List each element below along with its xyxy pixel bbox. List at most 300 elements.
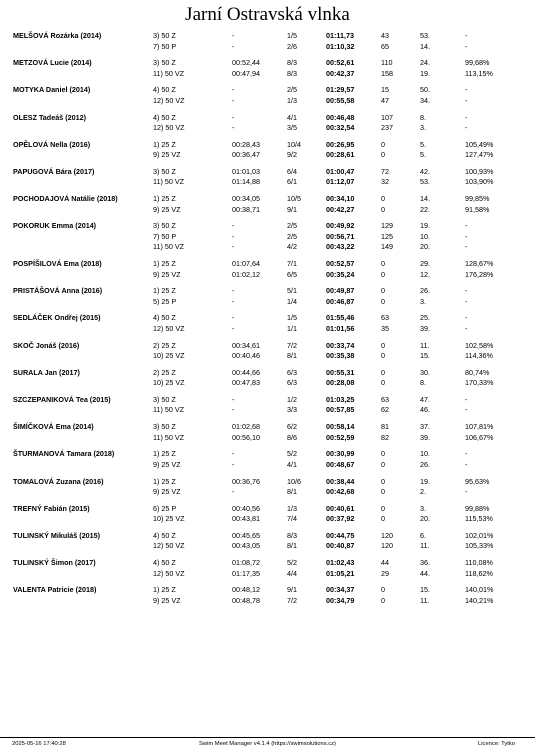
split-time: 01:14,88 <box>232 177 260 187</box>
result-row <box>0 558 535 569</box>
result-row <box>0 313 535 324</box>
result-row <box>0 297 535 308</box>
heat-lane: 6/4 <box>287 166 297 176</box>
points: 72 <box>381 166 389 176</box>
race-label: 10) 25 VZ <box>153 378 185 388</box>
points: 82 <box>381 432 389 442</box>
final-time: 00:56,71 <box>326 231 355 241</box>
race-label: 1) 25 Z <box>153 585 176 595</box>
result-row <box>0 259 535 270</box>
place: 19. <box>420 476 430 486</box>
athlete-block <box>0 422 535 443</box>
place: 15. <box>420 585 430 595</box>
result-row <box>0 58 535 69</box>
final-time: 01:12,07 <box>326 177 355 187</box>
result-row <box>0 351 535 362</box>
place: 15. <box>420 351 430 361</box>
athlete-name: PAPUGOVÁ Bára (2017) <box>13 166 95 176</box>
race-label: 3) 50 Z <box>153 58 176 68</box>
heat-lane: 3/3 <box>287 405 297 415</box>
heat-lane: 1/2 <box>287 394 297 404</box>
result-row <box>0 31 535 42</box>
race-label: 4) 50 Z <box>153 313 176 323</box>
percentage: 103,90% <box>465 177 494 187</box>
place: 5. <box>420 150 426 160</box>
percentage: - <box>465 405 468 415</box>
final-time: 00:34,37 <box>326 585 355 595</box>
split-time: 01:08,72 <box>232 558 260 568</box>
percentage: - <box>465 394 468 404</box>
final-time: 00:57,85 <box>326 405 355 415</box>
race-label: 3) 50 Z <box>153 422 176 432</box>
race-label: 11) 50 VZ <box>153 68 185 78</box>
final-time: 00:35,38 <box>326 351 355 361</box>
result-row <box>0 433 535 444</box>
race-label: 2) 25 Z <box>153 340 176 350</box>
place: 10. <box>420 231 430 241</box>
heat-lane: 8/3 <box>287 68 297 78</box>
split-time: 00:56,10 <box>232 432 260 442</box>
place: 3. <box>420 123 426 133</box>
race-label: 5) 25 P <box>153 296 177 306</box>
final-time: 00:42,37 <box>326 68 355 78</box>
heat-lane: 1/3 <box>287 95 297 105</box>
points: 149 <box>381 242 393 252</box>
result-row <box>0 324 535 335</box>
final-time: 01:11,73 <box>326 31 354 40</box>
percentage: - <box>465 31 468 40</box>
points: 0 <box>381 259 385 268</box>
points: 0 <box>381 585 385 595</box>
split-time: - <box>232 112 235 122</box>
athlete-block <box>0 341 535 362</box>
points: 0 <box>381 286 385 296</box>
final-time: 00:52,59 <box>326 432 355 442</box>
heat-lane: 1/5 <box>287 31 297 40</box>
athlete-name: SEDLÁČEK Ondřej (2015) <box>13 313 101 323</box>
heat-lane: 4/1 <box>287 112 297 122</box>
place: 11. <box>420 541 430 551</box>
result-row <box>0 477 535 488</box>
final-time: 00:28,08 <box>326 378 355 388</box>
place: 12. <box>420 269 430 279</box>
race-label: 10) 25 VZ <box>153 351 185 361</box>
split-time: 00:40,56 <box>232 503 260 513</box>
percentage: - <box>465 242 468 252</box>
athlete-name: MOTYKA Daniel (2014) <box>13 85 91 95</box>
athlete-block <box>0 585 535 606</box>
race-label: 9) 25 VZ <box>153 269 181 279</box>
points: 0 <box>381 351 385 361</box>
final-time: 00:28,61 <box>326 150 355 160</box>
percentage: - <box>465 313 468 323</box>
place: 46. <box>420 405 430 415</box>
final-time: 00:38,44 <box>326 476 355 486</box>
page-title: Jarní Ostravská vlnka <box>185 4 350 25</box>
points: 0 <box>381 204 385 214</box>
result-row <box>0 140 535 151</box>
results-list <box>0 31 535 612</box>
percentage: - <box>465 95 468 105</box>
heat-lane: 6/3 <box>287 367 297 377</box>
percentage: 105,33% <box>465 541 494 551</box>
split-time: 00:40,46 <box>232 351 260 361</box>
place: 8. <box>420 112 426 122</box>
percentage: 114,36% <box>465 351 493 361</box>
place: 44. <box>420 568 430 578</box>
final-time: 00:26,95 <box>326 139 355 149</box>
points: 0 <box>381 514 385 524</box>
split-time: - <box>232 459 235 469</box>
place: 19. <box>420 221 430 231</box>
points: 29 <box>381 568 389 578</box>
heat-lane: 9/1 <box>287 585 297 595</box>
place: 3. <box>420 503 426 513</box>
heat-lane: 8/3 <box>287 530 297 540</box>
points: 0 <box>381 340 385 350</box>
split-time: 00:45,65 <box>232 530 260 540</box>
split-time: 01:01,03 <box>232 166 260 176</box>
final-time: 00:52,61 <box>326 58 355 68</box>
race-label: 4) 50 Z <box>153 112 176 122</box>
place: 24. <box>420 58 430 68</box>
points: 120 <box>381 541 393 551</box>
race-label: 9) 25 VZ <box>153 150 181 160</box>
athlete-block <box>0 395 535 416</box>
split-time: - <box>232 31 235 40</box>
points: 0 <box>381 378 385 388</box>
points: 120 <box>381 530 393 540</box>
final-time: 00:32,54 <box>326 123 355 133</box>
place: 5. <box>420 139 426 149</box>
result-row <box>0 85 535 96</box>
split-time: 00:36,47 <box>232 150 260 160</box>
split-time: 01:02,12 <box>232 269 260 279</box>
place: 11. <box>420 340 430 350</box>
points: 0 <box>381 367 385 377</box>
points: 63 <box>381 394 389 404</box>
split-time: 01:02,68 <box>232 422 260 432</box>
athlete-name: SZCZEPANIKOVÁ Tea (2015) <box>13 394 111 404</box>
place: 42. <box>420 166 430 176</box>
athlete-name: SURALA Jan (2017) <box>13 367 80 377</box>
points: 62 <box>381 405 389 415</box>
heat-lane: 6/3 <box>287 378 297 388</box>
race-label: 3) 50 Z <box>153 31 176 40</box>
place: 37. <box>420 422 430 432</box>
split-time: - <box>232 323 235 333</box>
race-label: 1) 25 Z <box>153 259 176 268</box>
percentage: - <box>465 286 468 296</box>
athlete-name: POKORUK Emma (2014) <box>13 221 97 231</box>
place: 14. <box>420 194 430 204</box>
athlete-name: POSPÍŠILOVÁ Ema (2018) <box>13 259 102 268</box>
place: 29. <box>420 259 430 268</box>
points: 32 <box>381 177 389 187</box>
result-row <box>0 194 535 205</box>
place: 6. <box>420 530 426 540</box>
result-row <box>0 487 535 498</box>
percentage: 118,62% <box>465 568 493 578</box>
final-time: 00:49,92 <box>326 221 355 231</box>
result-row <box>0 569 535 580</box>
place: 39. <box>420 432 430 442</box>
heat-lane: 1/3 <box>287 503 297 513</box>
percentage: 99,88% <box>465 503 490 513</box>
heat-lane: 1/5 <box>287 313 297 323</box>
percentage: - <box>465 112 468 122</box>
race-label: 12) 50 VZ <box>153 323 185 333</box>
result-row <box>0 504 535 515</box>
place: 47. <box>420 394 430 404</box>
place: 22. <box>420 204 430 214</box>
athlete-name: VALENTA Patricie (2018) <box>13 585 97 595</box>
points: 110 <box>381 58 393 68</box>
heat-lane: 7/2 <box>287 595 297 605</box>
athlete-block <box>0 286 535 307</box>
place: 2. <box>420 487 426 496</box>
final-time: 00:34,10 <box>326 194 355 204</box>
place: 20. <box>420 242 430 252</box>
final-time: 01:02,43 <box>326 558 355 568</box>
result-row <box>0 167 535 178</box>
split-time: - <box>232 242 235 252</box>
race-label: 11) 50 VZ <box>153 242 185 252</box>
final-time: 00:48,67 <box>326 459 355 469</box>
points: 0 <box>381 449 385 459</box>
points: 0 <box>381 503 385 513</box>
points: 125 <box>381 231 393 241</box>
footer-software: Swim Meet Manager v4.1.4 (https://swimsolutions.cz) <box>199 741 336 747</box>
heat-lane: 2/5 <box>287 231 297 241</box>
final-time: 00:42,68 <box>326 487 355 496</box>
race-label: 4) 50 Z <box>153 530 176 540</box>
split-time: - <box>232 95 235 105</box>
percentage: 106,67% <box>465 432 494 442</box>
final-time: 01:03,25 <box>326 394 355 404</box>
percentage: - <box>465 296 468 306</box>
split-time: 01:07,64 <box>232 259 260 268</box>
result-row <box>0 113 535 124</box>
heat-lane: 7/1 <box>287 259 297 268</box>
heat-lane: 9/1 <box>287 204 297 214</box>
athlete-block <box>0 477 535 498</box>
heat-lane: 3/5 <box>287 123 297 133</box>
percentage: 113,15% <box>465 68 493 78</box>
percentage: 170,33% <box>465 378 494 388</box>
race-label: 6) 25 P <box>153 503 177 513</box>
result-row <box>0 395 535 406</box>
split-time: - <box>232 449 235 459</box>
points: 107 <box>381 112 393 122</box>
final-time: 00:33,74 <box>326 340 355 350</box>
points: 65 <box>381 41 389 51</box>
race-label: 1) 25 Z <box>153 476 176 486</box>
race-label: 9) 25 VZ <box>153 204 181 214</box>
percentage: 102,58% <box>465 340 494 350</box>
heat-lane: 7/2 <box>287 340 297 350</box>
race-label: 2) 25 Z <box>153 367 176 377</box>
race-label: 1) 25 Z <box>153 449 176 459</box>
percentage: 102,01% <box>465 530 494 540</box>
split-time: 00:43,05 <box>232 541 260 551</box>
heat-lane: 6/2 <box>287 422 297 432</box>
split-time: 00:36,76 <box>232 476 260 486</box>
final-time: 00:40,87 <box>326 541 355 551</box>
final-time: 01:01,56 <box>326 323 355 333</box>
heat-lane: 10/4 <box>287 139 301 149</box>
split-time: - <box>232 41 235 51</box>
heat-lane: 9/2 <box>287 150 297 160</box>
result-row <box>0 531 535 542</box>
percentage: 127,47% <box>465 150 494 160</box>
place: 10. <box>420 449 430 459</box>
result-row <box>0 96 535 107</box>
place: 25. <box>420 313 430 323</box>
race-label: 9) 25 VZ <box>153 459 181 469</box>
athlete-name: ŠTURMANOVÁ Tamara (2018) <box>13 449 115 459</box>
percentage: 115,53% <box>465 514 493 524</box>
footer-timestamp: 2025-05-16 17:40:28 <box>12 741 66 747</box>
heat-lane: 10/6 <box>287 476 301 486</box>
result-row <box>0 514 535 525</box>
place: 36. <box>420 558 430 568</box>
race-label: 12) 50 VZ <box>153 95 185 105</box>
percentage: 99,85% <box>465 194 490 204</box>
split-time: - <box>232 221 235 231</box>
heat-lane: 6/1 <box>287 177 297 187</box>
result-row <box>0 205 535 216</box>
result-row <box>0 177 535 188</box>
place: 19. <box>420 68 430 78</box>
race-label: 3) 50 Z <box>153 394 176 404</box>
heat-lane: 5/1 <box>287 286 297 296</box>
final-time: 00:46,87 <box>326 296 355 306</box>
points: 0 <box>381 487 385 496</box>
place: 50. <box>420 85 430 95</box>
race-label: 1) 25 Z <box>153 139 176 149</box>
percentage: 107,81% <box>465 422 494 432</box>
final-time: 00:46,48 <box>326 112 355 122</box>
points: 129 <box>381 221 393 231</box>
percentage: 140,21% <box>465 595 494 605</box>
final-time: 00:43,22 <box>326 242 355 252</box>
split-time: 00:48,12 <box>232 585 260 595</box>
athlete-block <box>0 31 535 52</box>
final-time: 00:49,87 <box>326 286 355 296</box>
race-label: 4) 50 Z <box>153 85 176 95</box>
athlete-name: MELŠOVÁ Rozárka (2014) <box>13 31 102 40</box>
result-row <box>0 368 535 379</box>
final-time: 00:58,14 <box>326 422 355 432</box>
heat-lane: 8/6 <box>287 432 297 442</box>
percentage: - <box>465 487 468 496</box>
split-time: - <box>232 123 235 133</box>
percentage: 110,08% <box>465 558 493 568</box>
heat-lane: 5/2 <box>287 558 297 568</box>
heat-lane: 8/1 <box>287 351 297 361</box>
heat-lane: 10/5 <box>287 194 301 204</box>
athlete-block <box>0 167 535 188</box>
result-row <box>0 69 535 80</box>
split-time: - <box>232 286 235 296</box>
heat-lane: 2/5 <box>287 85 297 95</box>
heat-lane: 2/6 <box>287 41 297 51</box>
points: 63 <box>381 313 389 323</box>
split-time: 00:28,43 <box>232 139 260 149</box>
race-label: 12) 50 VZ <box>153 568 185 578</box>
split-time: 00:52,44 <box>232 58 260 68</box>
split-time: 00:47,83 <box>232 378 260 388</box>
percentage: - <box>465 449 468 459</box>
athlete-name: OPĚLOVÁ Nella (2016) <box>13 139 91 149</box>
heat-lane: 8/1 <box>287 487 297 496</box>
points: 15 <box>381 85 389 95</box>
place: 26. <box>420 459 430 469</box>
place: 3. <box>420 296 426 306</box>
heat-lane: 7/4 <box>287 514 297 524</box>
race-label: 10) 25 VZ <box>153 514 185 524</box>
race-label: 9) 25 VZ <box>153 595 181 605</box>
heat-lane: 6/5 <box>287 269 297 279</box>
place: 53. <box>420 31 430 40</box>
final-time: 01:05,21 <box>326 568 355 578</box>
result-row <box>0 460 535 471</box>
athlete-name: PRISTÁŠOVÁ Anna (2016) <box>13 286 103 296</box>
percentage: - <box>465 221 468 231</box>
heat-lane: 4/1 <box>287 459 297 469</box>
split-time: 00:44,66 <box>232 367 260 377</box>
place: 8. <box>420 378 426 388</box>
points: 0 <box>381 595 385 605</box>
result-row <box>0 541 535 552</box>
percentage: 100,93% <box>465 166 494 176</box>
athlete-name: POCHODAJOVÁ Natálie (2018) <box>13 194 118 204</box>
final-time: 00:52,57 <box>326 259 355 268</box>
athlete-name: ŠIMÍČKOVÁ Ema (2014) <box>13 422 94 432</box>
result-row <box>0 449 535 460</box>
race-label: 11) 50 VZ <box>153 405 185 415</box>
athlete-block <box>0 504 535 525</box>
result-row <box>0 221 535 232</box>
race-label: 1) 25 Z <box>153 194 176 204</box>
percentage: 140,01% <box>465 585 494 595</box>
split-time: 01:17,35 <box>232 568 260 578</box>
athlete-name: TULINSKÝ Šimon (2017) <box>13 558 96 568</box>
split-time: 00:34,05 <box>232 194 260 204</box>
race-label: 7) 50 P <box>153 41 177 51</box>
points: 81 <box>381 422 389 432</box>
split-time: 00:47,94 <box>232 68 260 78</box>
athlete-block <box>0 113 535 134</box>
heat-lane: 4/2 <box>287 242 297 252</box>
heat-lane: 8/3 <box>287 58 297 68</box>
split-time: 00:38,71 <box>232 204 260 214</box>
place: 30. <box>420 367 430 377</box>
points: 0 <box>381 296 385 306</box>
athlete-block <box>0 368 535 389</box>
race-label: 4) 50 Z <box>153 558 176 568</box>
athlete-name: TULINSKÝ Mikuláš (2015) <box>13 530 101 540</box>
athlete-block <box>0 221 535 253</box>
heat-lane: 1/4 <box>287 296 297 306</box>
athlete-name: TREFNÝ Fabián (2015) <box>13 503 90 513</box>
place: 11. <box>420 595 430 605</box>
final-time: 01:00,47 <box>326 166 355 176</box>
percentage: - <box>465 323 468 333</box>
result-row <box>0 422 535 433</box>
final-time: 01:55,46 <box>326 313 355 323</box>
